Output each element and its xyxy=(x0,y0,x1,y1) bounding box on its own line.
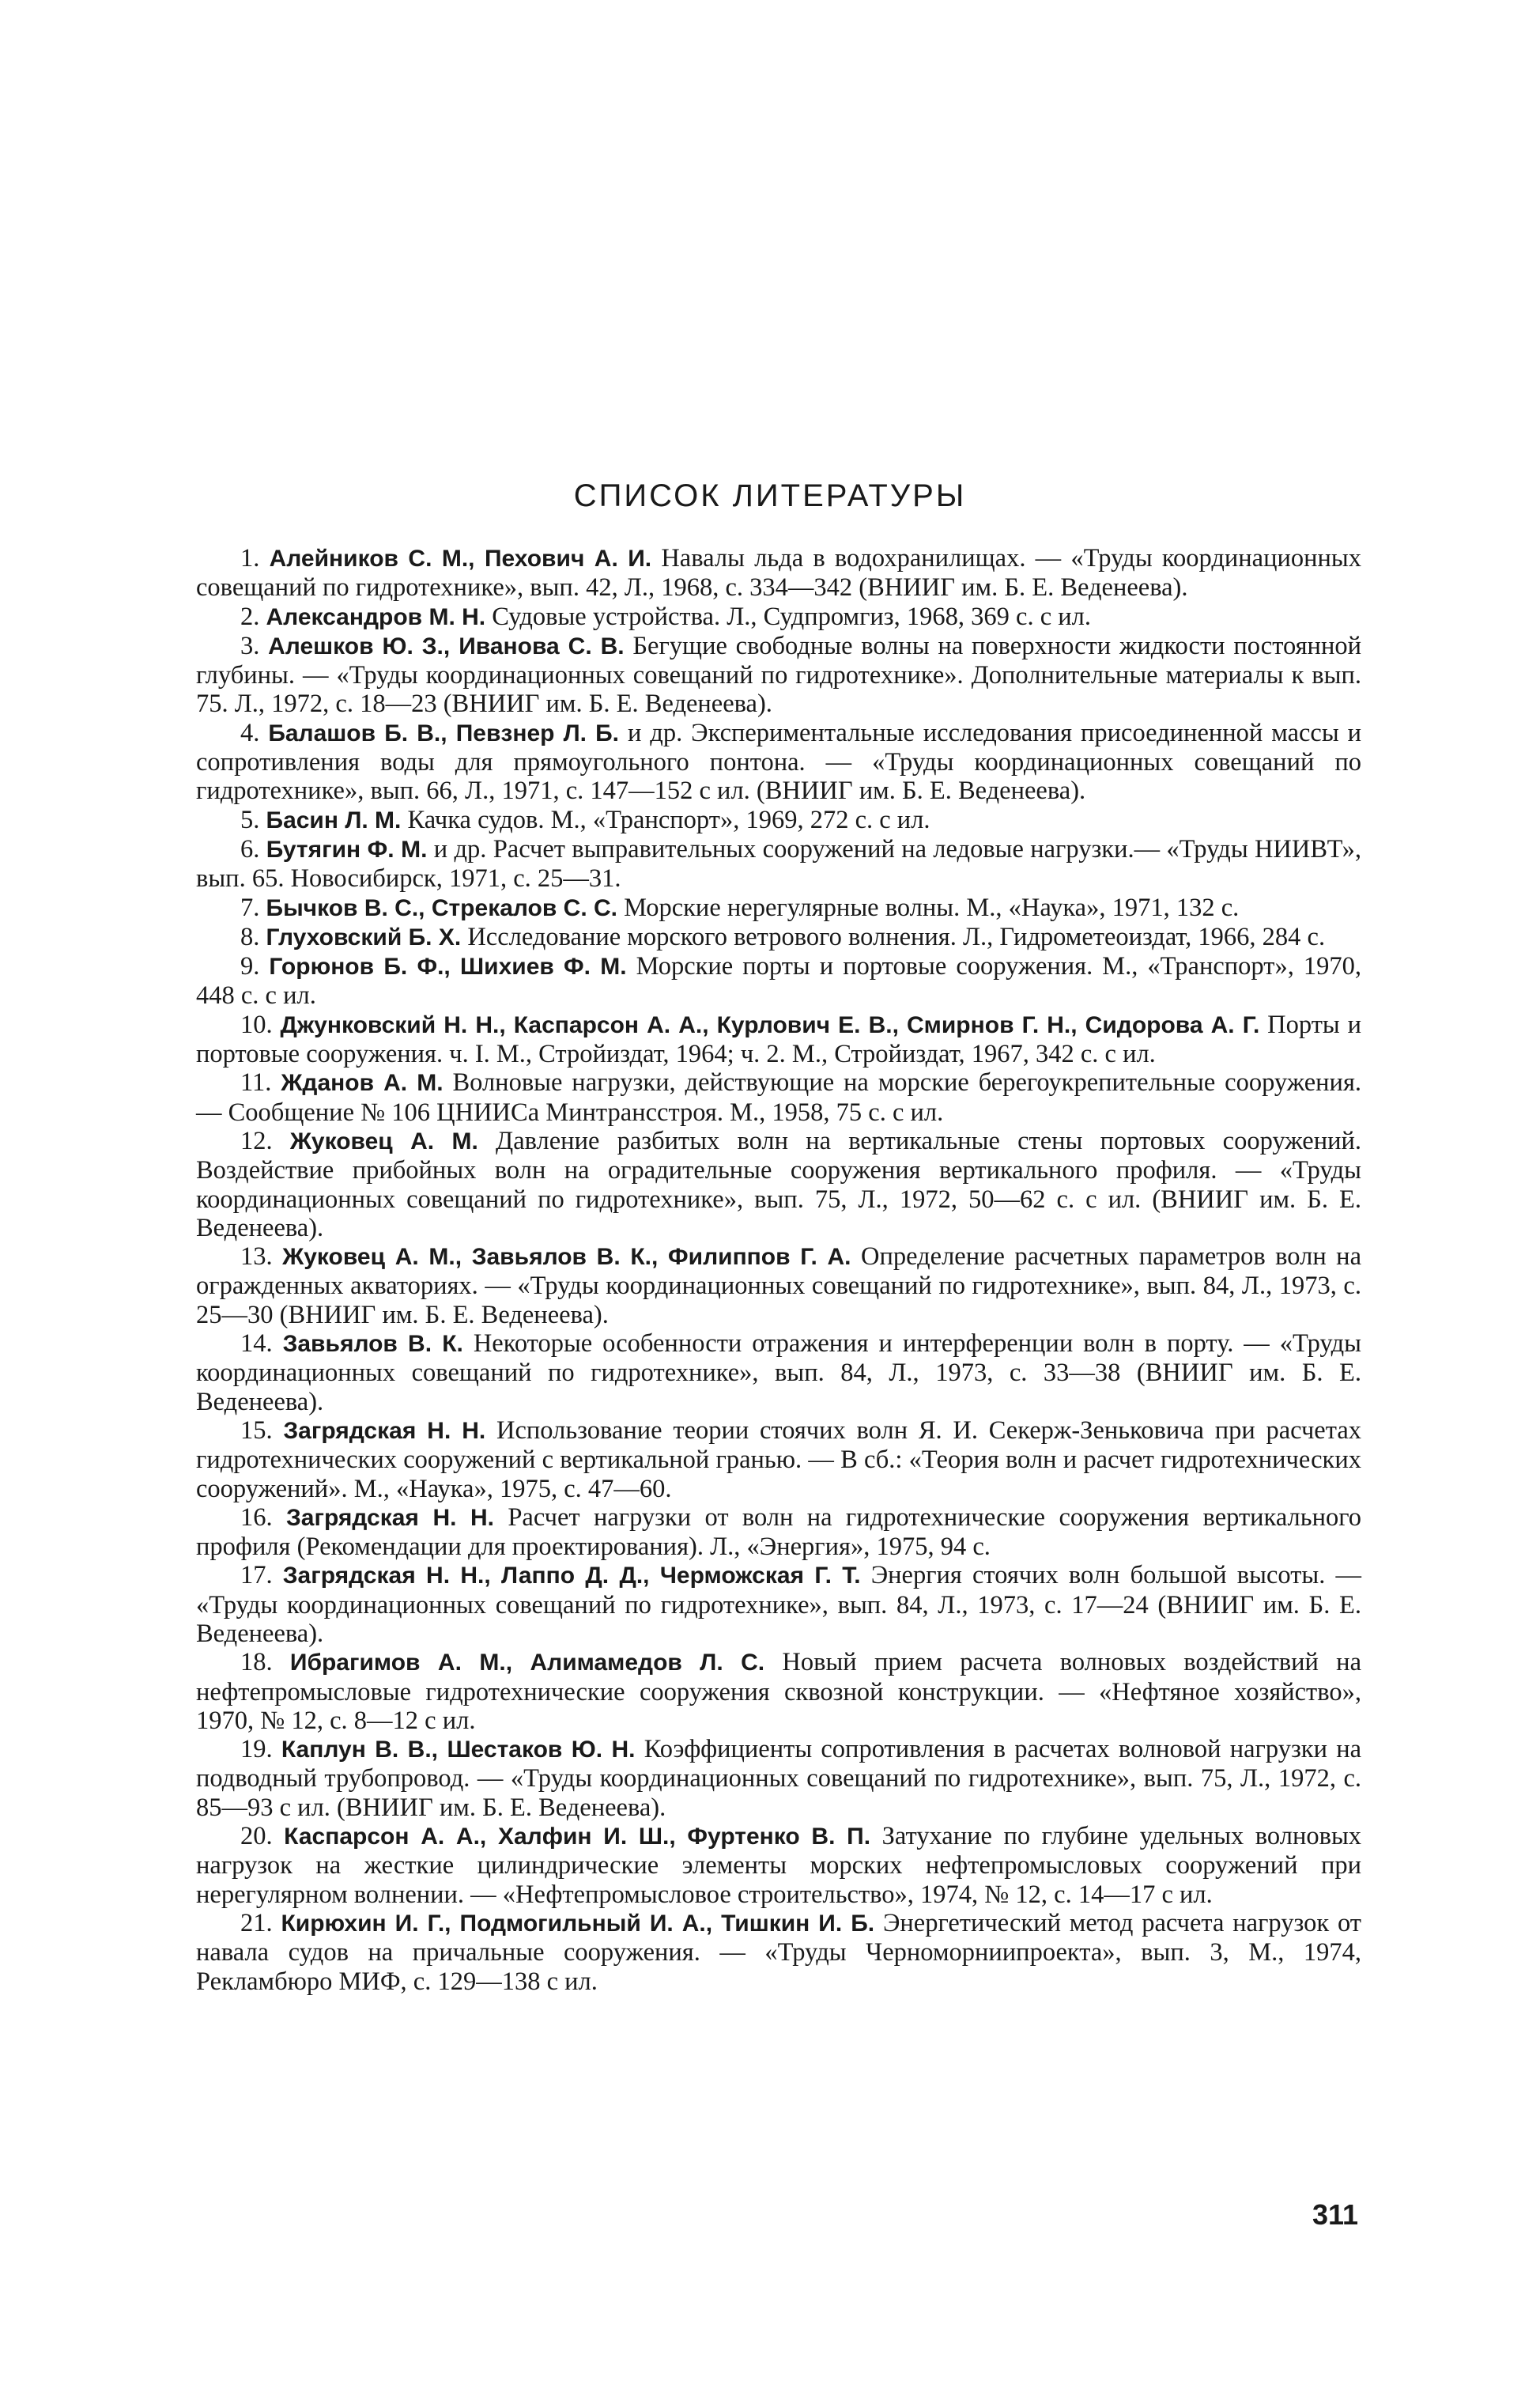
page-title: СПИСОК ЛИТЕРАТУРЫ xyxy=(573,478,967,513)
reference-number: 17. xyxy=(240,1561,273,1590)
reference-authors: Бутягин Ф. М. xyxy=(266,836,428,863)
reference-authors: Загрядская Н. Н. xyxy=(285,1504,495,1531)
reference-text: Энергетический метод расчета нагрузок от навала судов на причальные сооружения. — «Труды Черноморниипроекта», вып. 3, М., 1974, Рекламбюро МИФ, с. 129—138 с ил. xyxy=(196,1908,1361,1996)
reference-item xyxy=(196,1011,1361,1069)
reference-number: 19. xyxy=(240,1735,273,1764)
reference-text: Затухание по глубине удельных волновых нагрузок на жесткие цилиндрические элементы морских нефтепромысловых сооружений при нерегулярном волнении. — «Нефтепромысловое строительство», 1974, № 12, с. 14—17 с ил. xyxy=(196,1822,1362,1909)
reference-item xyxy=(196,603,1361,632)
reference-number: 12. xyxy=(240,1126,273,1155)
reference-text: и др. Экспериментальные исследования присоединенной массы и сопротивления воды для прямоугольного понтона. — «Труды координационных совещаний по гидротехнике», вып. 66, Л., 1971, с. 147—152 с ил. (ВНИИГ им. Б. Е. Веденеева). xyxy=(196,718,1362,806)
reference-text: Морские нерегулярные волны. М., «Наука», 1971, 132 с. xyxy=(624,893,1240,922)
reference-number: 1. xyxy=(240,544,260,573)
reference-number: 6. xyxy=(240,834,260,864)
reference-text: Морские порты и портовые сооружения. М., «Транспорт», 1970, 448 с. с ил. xyxy=(196,952,1361,1011)
reference-item xyxy=(196,1822,1361,1909)
reference-number: 10. xyxy=(240,1010,273,1039)
reference-number: 9. xyxy=(240,952,260,981)
reference-item xyxy=(196,923,1361,952)
reference-item xyxy=(196,1127,1361,1242)
reference-text: Новый прием расчета волновых воздействий на нефтепромысловые гидротехнические сооружения сквозной конструкции. — «Нефтяное хозяйство», 1970, № 12, с. 8—12 с ил. xyxy=(196,1648,1361,1735)
reference-authors: Бычков В. С., Стрекалов С. С. xyxy=(266,894,617,921)
reference-number: 13. xyxy=(240,1242,273,1272)
reference-authors: Кирюхин И. Г., Подмогильный И. А., Тишкин И. Б. xyxy=(281,1910,875,1937)
reference-authors: Каплун В. В., Шестаков Ю. Н. xyxy=(281,1737,636,1763)
reference-text: Исследование морского ветрового волнения. Л., Гидрометеоиздат, 1966, 284 с. xyxy=(467,922,1326,951)
reference-list xyxy=(196,544,1361,1996)
reference-number: 21. xyxy=(240,1908,273,1937)
reference-authors: Горюнов Б. Ф., Шихиев Ф. М. xyxy=(269,954,627,981)
reference-authors: Балашов Б. В., Певзнер Л. Б. xyxy=(268,720,620,746)
reference-authors: Загрядская Н. Н., Лаппо Д. Д., Черможская Г. Т. xyxy=(282,1563,861,1589)
reference-item xyxy=(196,835,1361,894)
reference-number: 3. xyxy=(240,631,260,660)
reference-number: 4. xyxy=(240,718,260,747)
reference-authors: Жданов А. М. xyxy=(281,1070,444,1097)
reference-number: 15. xyxy=(240,1415,273,1445)
reference-authors: Глуховский Б. Х. xyxy=(266,924,462,951)
reference-text: Давление разбитых волн на вертикальные стены портовых сооружений. Воздействие прибойных волн на оградительные сооружения вертикального профиля. — «Труды координационных совещаний по гидротехнике», вып. 75, Л., 1972, 50—62 с. с ил. (ВНИИГ им. Б. Е. Веденеева). xyxy=(196,1126,1361,1242)
reference-item xyxy=(196,1909,1361,1996)
reference-item xyxy=(196,719,1361,806)
reference-authors: Каспарсон А. А., Халфин И. Ш., Фуртенко В. П. xyxy=(284,1824,871,1850)
reference-text: Коэффициенты сопротивления в расчетах волновой нагрузки на подводный трубопровод. — «Труды координационных совещаний по гидротехнике», вып. 75, Л., 1972, с. 85—93 с ил. (ВНИИГ им. Б. Е. Веденеева). xyxy=(196,1735,1362,1822)
reference-text: и др. Расчет выправительных сооружений на ледовые нагрузки.— «Труды НИИВТ», вып. 65. Новосибирск, 1971, с. 25—31. xyxy=(196,834,1362,894)
reference-authors: Алешков Ю. З., Иванова С. В. xyxy=(268,633,625,659)
reference-item xyxy=(196,1648,1361,1735)
reference-number: 5. xyxy=(240,805,260,834)
reference-text: Энергия стоячих волн большой высоты. — «Труды координационных совещаний по гидротехнике», вып. 84, Л., 1973, с. 17—24 (ВНИИГ им. Б. Е. Веденеева). xyxy=(196,1561,1361,1648)
reference-authors: Джунковский Н. Н., Каспарсон А. А., Курлович Е. В., Смирнов Г. Н., Сидорова А. Г. xyxy=(280,1011,1260,1038)
reference-text: Качка судов. М., «Транспорт», 1969, 272 с. с ил. xyxy=(407,805,930,834)
reference-text: Определение расчетных параметров волн на огражденных акваториях. — «Труды координационных совещаний по гидротехнике», вып. 84, Л., 1973, с. 25—30 (ВНИИГ им. Б. Е. Веденеева). xyxy=(196,1242,1361,1329)
reference-authors: Басин Л. М. xyxy=(266,807,402,833)
reference-item xyxy=(196,1416,1361,1503)
reference-number: 16. xyxy=(240,1502,273,1532)
reference-authors: Жуковец А. М., Завьялов В. К., Филиппов Г. А. xyxy=(282,1244,851,1271)
reference-text: Волновые нагрузки, действующие на морские берегоукрепительные сооружения. — Сообщение № 106 ЦНИИСа Минтрансстроя. М., 1958, 75 с. с ил. xyxy=(196,1068,1362,1127)
reference-number: 11. xyxy=(240,1068,272,1098)
reference-authors: Загрядская Н. Н. xyxy=(283,1417,486,1444)
reference-item xyxy=(196,544,1361,603)
reference-text: Расчет нагрузки от волн на гидротехнические сооружения вертикального профиля (Рекомендации для проектирования). Л., «Энергия», 1975, 94 с. xyxy=(196,1502,1361,1562)
reference-text: Порты и портовые сооружения. ч. I. М., Стройиздат, 1964; ч. 2. М., Стройиздат, 1967, 342 с. с ил. xyxy=(196,1010,1361,1069)
reference-item xyxy=(196,1329,1361,1416)
reference-text: Судовые устройства. Л., Судпромгиз, 1968, 369 с. с ил. xyxy=(492,602,1091,631)
reference-text: Некоторые особенности отражения и интерференции волн в порту. — «Труды координационных совещаний по гидротехнике», вып. 84, Л., 1973, с. 33—38 (ВНИИГ им. Б. Е. Веденеева). xyxy=(196,1329,1361,1416)
reference-text: Использование теории стоячих волн Я. И. Секерж-Зеньковича при расчетах гидротехнических сооружений с вертикальной гранью. — В сб.: «Теория волн и расчет гидротехнических сооружений». М., «Наука», 1975, с. 47—60. xyxy=(196,1415,1362,1503)
reference-text: Бегущие свободные волны на поверхности жидкости постоянной глубины. — «Труды координационных совещаний по гидротехнике». Дополнительные материалы к вып. 75. Л., 1972, с. 18—23 (ВНИИГ им. Б. Е. Веденеева). xyxy=(196,631,1361,719)
reference-item xyxy=(196,632,1361,719)
reference-item xyxy=(196,952,1361,1011)
reference-item xyxy=(196,1561,1361,1648)
reference-authors: Ибрагимов А. М., Алимамедов Л. С. xyxy=(289,1650,765,1676)
reference-number: 2. xyxy=(240,602,260,631)
reference-authors: Завьялов В. К. xyxy=(282,1331,463,1358)
reference-number: 8. xyxy=(240,922,260,951)
reference-text: Навалы льда в водохранилищах. — «Труды координационных совещаний по гидротехнике», вып. 42, Л., 1968, с. 334—342 (ВНИИГ им. Б. Е. Веденеева). xyxy=(196,544,1361,603)
page-number: 311 xyxy=(1312,2198,1359,2231)
reference-item xyxy=(196,806,1361,835)
reference-item xyxy=(196,894,1361,923)
reference-number: 7. xyxy=(240,893,260,922)
reference-authors: Алейников С. М., Пехович А. И. xyxy=(269,546,652,572)
reference-item xyxy=(196,1242,1361,1329)
reference-number: 18. xyxy=(240,1648,273,1677)
reference-number: 14. xyxy=(240,1329,273,1359)
reference-authors: Александров М. Н. xyxy=(266,603,486,630)
reference-number: 20. xyxy=(240,1822,273,1851)
reference-item xyxy=(196,1068,1361,1127)
reference-authors: Жуковец А. М. xyxy=(289,1128,478,1155)
reference-item xyxy=(196,1735,1361,1822)
reference-item xyxy=(196,1503,1361,1562)
